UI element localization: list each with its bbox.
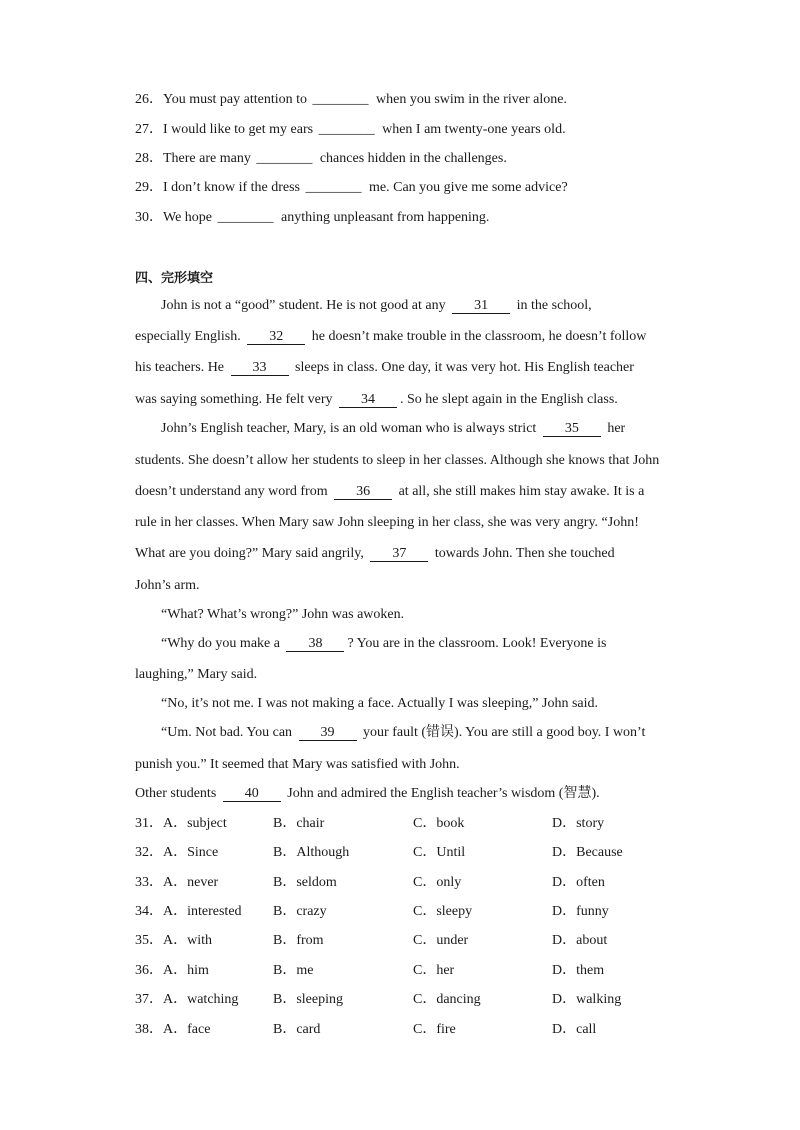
option-c: C．fire xyxy=(413,1022,456,1037)
passage-line: “What? What’s wrong?” John was awoken. xyxy=(161,607,405,622)
answer-blank: ________ xyxy=(305,180,362,195)
option-c: C．her xyxy=(413,963,455,978)
question-32-options xyxy=(135,844,695,862)
sentence-30: 30．We hope ________ anything unpleasant from happening. xyxy=(135,210,490,225)
option-b: B．sleeping xyxy=(273,992,343,1007)
question-37-options xyxy=(135,991,695,1009)
sentence-27: 27．I would like to get my ears ________ when I am twenty-one years old. xyxy=(135,122,566,137)
question-number: 32．A．Since xyxy=(135,845,219,860)
answer-blank: ________ xyxy=(256,151,313,166)
question-number: 31．A．subject xyxy=(135,816,227,831)
passage-line: was saying something. He felt very 34 . So he slept again in the English class. xyxy=(135,392,618,407)
passage-line: “Um. Not bad. You can 39 your fault (错误). You are still a good boy. I won’t xyxy=(161,725,646,740)
question-number: 37．A．watching xyxy=(135,992,239,1007)
passage-line: rule in her classes. When Mary saw John sleeping in her class, she was very angry. “John! xyxy=(135,515,639,530)
option-c: C．dancing xyxy=(413,992,481,1007)
cloze-blank-35: 35 xyxy=(543,421,601,437)
option-b: B．crazy xyxy=(273,904,327,919)
question-number: 35．A．with xyxy=(135,933,212,948)
passage-line: John’s arm. xyxy=(135,578,200,593)
option-d: D．story xyxy=(552,816,605,831)
section-heading: 四、完形填空 xyxy=(135,271,214,286)
sentence-28: 28．There are many ________ chances hidden in the challenges. xyxy=(135,151,507,166)
option-c: C．only xyxy=(413,875,462,890)
passage-line: laughing,” Mary said. xyxy=(135,667,258,682)
option-d: D．Because xyxy=(552,845,623,860)
option-d: D．often xyxy=(552,875,605,890)
question-31-options xyxy=(135,815,695,833)
option-d: D．funny xyxy=(552,904,609,919)
question-34-options xyxy=(135,903,695,921)
option-d: D．call xyxy=(552,1022,597,1037)
cloze-blank-40: 40 xyxy=(223,786,281,802)
cloze-blank-38: 38 xyxy=(286,636,344,652)
cloze-blank-37: 37 xyxy=(370,546,428,562)
option-d: D．them xyxy=(552,963,605,978)
cloze-blank-33: 33 xyxy=(231,360,289,376)
option-d: D．walking xyxy=(552,992,622,1007)
passage-line: John’s English teacher, Mary, is an old woman who is always strict 35 her xyxy=(161,421,626,436)
cloze-blank-32: 32 xyxy=(247,329,305,345)
option-b: B．chair xyxy=(273,816,325,831)
passage-line: What are you doing?” Mary said angrily, 37 towards John. Then she touched xyxy=(135,546,615,561)
option-b: B．seldom xyxy=(273,875,337,890)
answer-blank: ________ xyxy=(312,92,369,107)
question-number: 34．A．interested xyxy=(135,904,242,919)
cloze-blank-31: 31 xyxy=(452,298,510,314)
question-number: 33．A．never xyxy=(135,875,219,890)
cloze-blank-34: 34 xyxy=(339,392,397,408)
sentence-29: 29．I don’t know if the dress ________ me. Can you give me some advice? xyxy=(135,180,568,195)
passage-line: Other students 40 John and admired the English teacher’s wisdom (智慧). xyxy=(135,786,600,801)
option-c: C．Until xyxy=(413,845,466,860)
question-38-options xyxy=(135,1021,695,1039)
cloze-blank-39: 39 xyxy=(299,725,357,741)
option-c: C．sleepy xyxy=(413,904,473,919)
passage-line: punish you.” It seemed that Mary was satisfied with John. xyxy=(135,757,460,772)
passage-line: doesn’t understand any word from 36 at all, she still makes him stay awake. It is a xyxy=(135,484,645,499)
passage-line: students. She doesn’t allow her students to sleep in her classes. Although she knows that John xyxy=(135,453,660,468)
cloze-blank-36: 36 xyxy=(334,484,392,500)
answer-blank: ________ xyxy=(217,210,274,225)
option-b: B．from xyxy=(273,933,324,948)
question-33-options xyxy=(135,874,695,892)
passage-line: his teachers. He 33 sleeps in class. One day, it was very hot. His English teacher xyxy=(135,360,634,375)
option-b: B．me xyxy=(273,963,314,978)
passage-line: especially English. 32 he doesn’t make trouble in the classroom, he doesn’t follow xyxy=(135,329,647,344)
option-c: C．under xyxy=(413,933,469,948)
passage-line: John is not a “good” student. He is not good at any 31 in the school, xyxy=(161,298,592,313)
option-b: B．card xyxy=(273,1022,321,1037)
question-35-options xyxy=(135,932,695,950)
option-d: D．about xyxy=(552,933,608,948)
passage-line: “No, it’s not me. I was not making a face. Actually I was sleeping,” John said. xyxy=(161,696,599,711)
question-number: 38．A．face xyxy=(135,1022,211,1037)
option-c: C．book xyxy=(413,816,465,831)
passage-line: “Why do you make a 38 ? You are in the classroom. Look! Everyone is xyxy=(161,636,607,651)
question-number: 36．A．him xyxy=(135,963,209,978)
question-36-options xyxy=(135,962,695,980)
sentence-26: 26．You must pay attention to ________ when you swim in the river alone. xyxy=(135,92,567,107)
answer-blank: ________ xyxy=(318,122,375,137)
option-b: B．Although xyxy=(273,845,350,860)
